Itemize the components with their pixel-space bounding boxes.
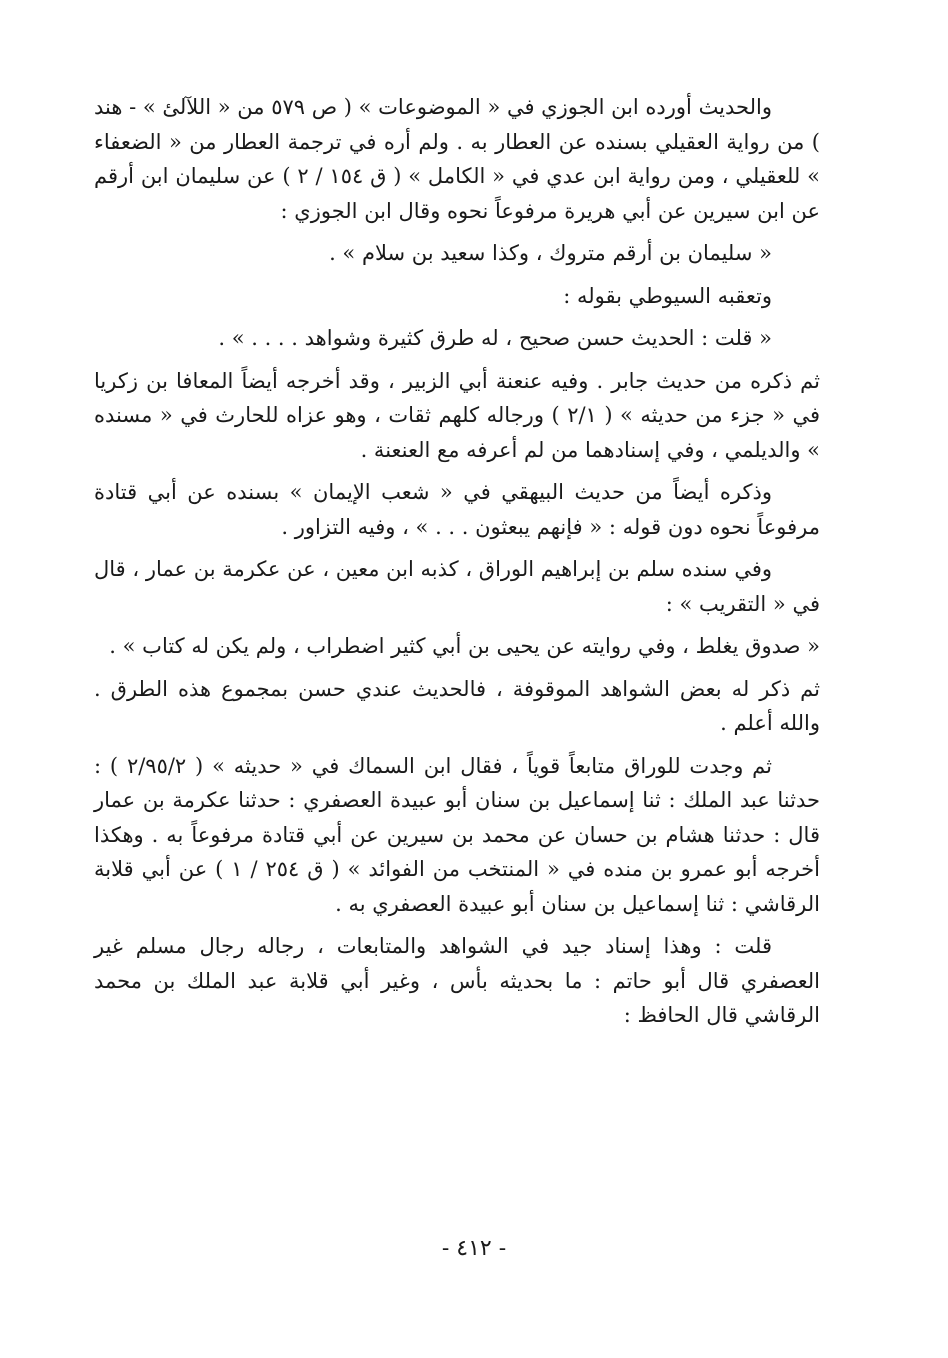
paragraph-7: ثم وجدت للوراق متابعاً قوياً ، فقال ابن السماك في « حديثه » ( ٢/٩٥/٢ ) : حدثنا عبد الملك : ثنا إسماعيل بن سنان أبو عبيدة العصفري : حدثنا عكرمة بن عمار قال : حدثنا هشام بن حسان عن محمد بن سيرين عن أبي قتادة مرفوعاً به . وهكذا أخرجه أبو عمرو بن منده في « المنتخب من الفوائد » ( ق ٢٥٤ / ١ ) عن أبي قلابة الرقاشي : ثنا إسماعيل بن سنان أبو عبيدة العصفري به . bbox=[94, 753, 820, 916]
paragraph-6: ثم ذكر له بعض الشواهد الموقوفة ، فالحديث عندي حسن بمجموع هذه الطرق . والله أعلم . bbox=[94, 676, 820, 735]
paragraph-2: وتعقبه السيوطي بقوله : bbox=[563, 283, 772, 308]
paragraph-1: والحديث أورده ابن الجوزي في « الموضوعات » ( ص ٥٧٩ من « اللآلئ » - هند ) من رواية العقيلي بسنده عن العطار به . ولم أره في ترجمة العطار من « الضعفاء » للعقيلي ، ومن رواية ابن عدي في « الكامل » ( ق ١٥٤ / ٢ ) عن سليمان ابن أرقم عن ابن سيرين عن أبي هريرة مرفوعاً نحوه وقال ابن الجوزي : bbox=[94, 95, 820, 223]
page-number: - ٤١٢ - bbox=[441, 1236, 507, 1261]
quote-1: « سليمان بن أرقم متروك ، وكذا سعيد بن سلام » . bbox=[329, 241, 772, 265]
paragraph-3: ثم ذكره من حديث جابر . وفيه عنعنة أبي الزبير ، وقد أخرجه أيضاً المعافا بن زكريا في « جزء من حديثه » ( ٢/١ ) ورجاله كلهم ثقات ، وهو عزاه للحارث في « مسنده » والديلمي ، وفي إسنادهما من لم أعرفه مع العنعنة . bbox=[94, 368, 820, 462]
paragraph-4: وذكره أيضاً من حديث البيهقي في « شعب الإيمان » بسنده عن أبي قتادة مرفوعاً نحوه دون قوله : « فإنهم يبعثون . . . » ، وفيه التزاور . bbox=[94, 480, 820, 539]
quote-2: « قلت : الحديث حسن صحيح ، له طرق كثيرة وشواهد . . . . » . bbox=[218, 326, 772, 350]
paragraph-5: وفي سنده سلم بن إبراهيم الوراق ، كذبه ابن معين ، عن عكرمة بن عمار ، قال في « التقريب » : bbox=[94, 557, 820, 616]
paragraph-8: قلت : وهذا إسناد جيد في الشواهد والمتابعات ، رجاله رجال مسلم غير العصفري قال أبو حاتم : ما بحديثه بأس ، وغير أبي قلابة عبد الملك بن محمد الرقاشي قال الحافظ : bbox=[94, 934, 820, 1027]
quote-3: « صدوق يغلط ، وفي روايته عن يحيى بن أبي كثير اضطراب ، ولم يكن له كتاب » . bbox=[109, 634, 820, 658]
